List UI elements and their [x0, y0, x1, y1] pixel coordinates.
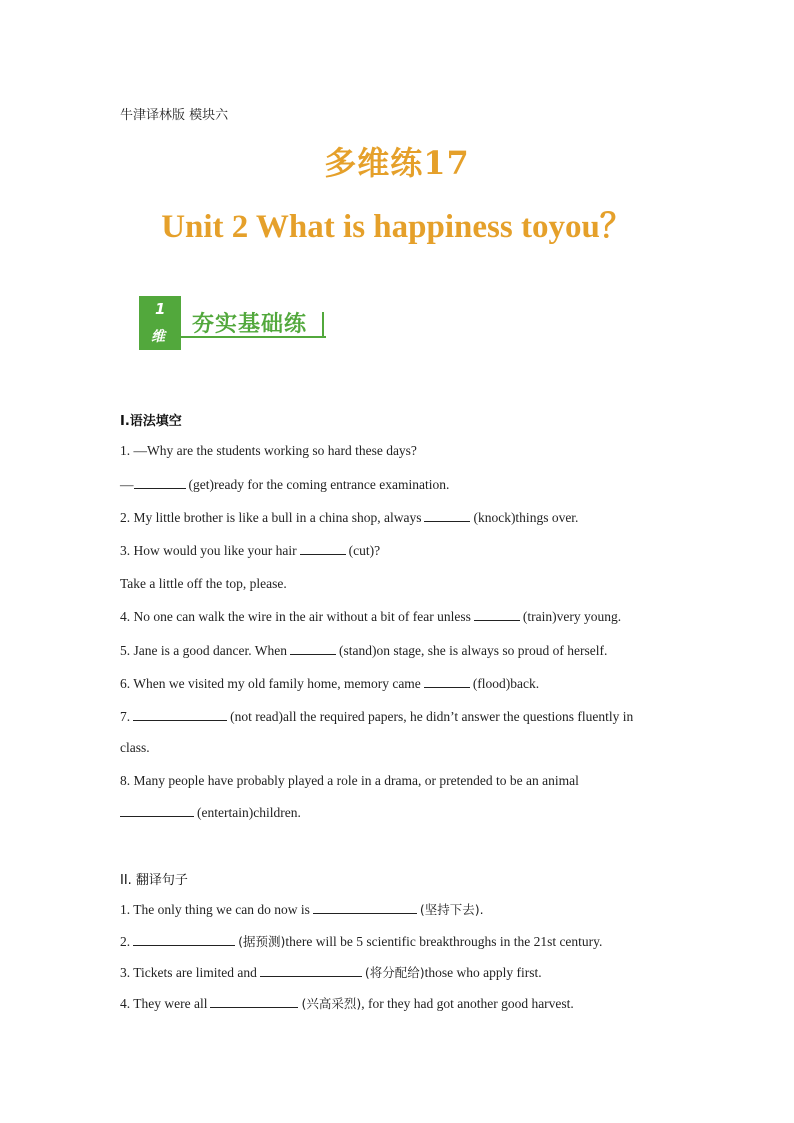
s2-line-1: 1. The only thing we can do now is (坚持下去).	[120, 902, 484, 917]
s1-line-3: 2. My little brother is like a bull in a china shop, always (knock)things over.	[120, 510, 579, 525]
level-number: 1	[155, 300, 166, 318]
s1-line-7: 5. Jane is a good dancer. When (stand)on stage, she is always so proud of herself.	[120, 643, 608, 658]
s1-line-1: 1. —Why are the students working so hard these days?	[120, 443, 417, 458]
s1-line-12: (entertain)children.	[120, 805, 301, 821]
answer-blank[interactable]	[133, 709, 227, 721]
answer-blank[interactable]	[260, 965, 362, 977]
s1-line-11: 8. Many people have probably played a role in a drama, or pretended to be an animal	[120, 773, 579, 788]
answer-blank[interactable]	[424, 676, 470, 688]
answer-blank[interactable]	[210, 996, 298, 1008]
answer-blank[interactable]	[424, 510, 470, 522]
s2-line-3: 3. Tickets are limited and (将分配给)those who apply first.	[120, 965, 542, 980]
s2-line-2: 2. (据预测)there will be 5 scientific breakthroughs in the 21st century.	[120, 934, 603, 949]
level-badge	[139, 296, 181, 350]
answer-blank[interactable]	[290, 643, 336, 655]
answer-blank[interactable]	[300, 543, 346, 555]
banner-corner	[322, 312, 324, 338]
unit-title: Unit 2 What is happiness toyou？	[161, 209, 633, 245]
page-title: 多维练17	[324, 144, 470, 182]
level-wei: 维	[151, 329, 165, 345]
banner-label: 夯实基础练	[192, 312, 308, 337]
s1-line-8: 6. When we visited my old family home, memory came (flood)back.	[120, 676, 540, 691]
publisher-label: 牛津译林版 模块六	[120, 108, 229, 123]
s1-line-2: — (get)ready for the coming entrance examination.	[120, 477, 450, 492]
s1-line-10: class.	[120, 740, 150, 755]
s1-line-4: 3. How would you like your hair (cut)?	[120, 543, 381, 558]
answer-blank[interactable]	[134, 477, 186, 489]
answer-blank[interactable]	[120, 805, 194, 817]
s1-line-9: 7. (not read)all the required papers, he didn’t answer the questions fluently in	[120, 709, 634, 724]
answer-blank[interactable]	[133, 934, 235, 946]
s2-line-4: 4. They were all (兴高采烈), for they had got another good harvest.	[120, 996, 574, 1011]
s1-line-6: 4. No one can walk the wire in the air without a bit of fear unless (train)very young.	[120, 609, 622, 624]
section2-heading: II. 翻译句子	[120, 873, 188, 888]
answer-blank[interactable]	[474, 609, 520, 621]
s1-line-5: Take a little off the top, please.	[120, 576, 287, 591]
section1-heading: I.语法填空	[120, 414, 182, 429]
answer-blank[interactable]	[313, 902, 417, 914]
